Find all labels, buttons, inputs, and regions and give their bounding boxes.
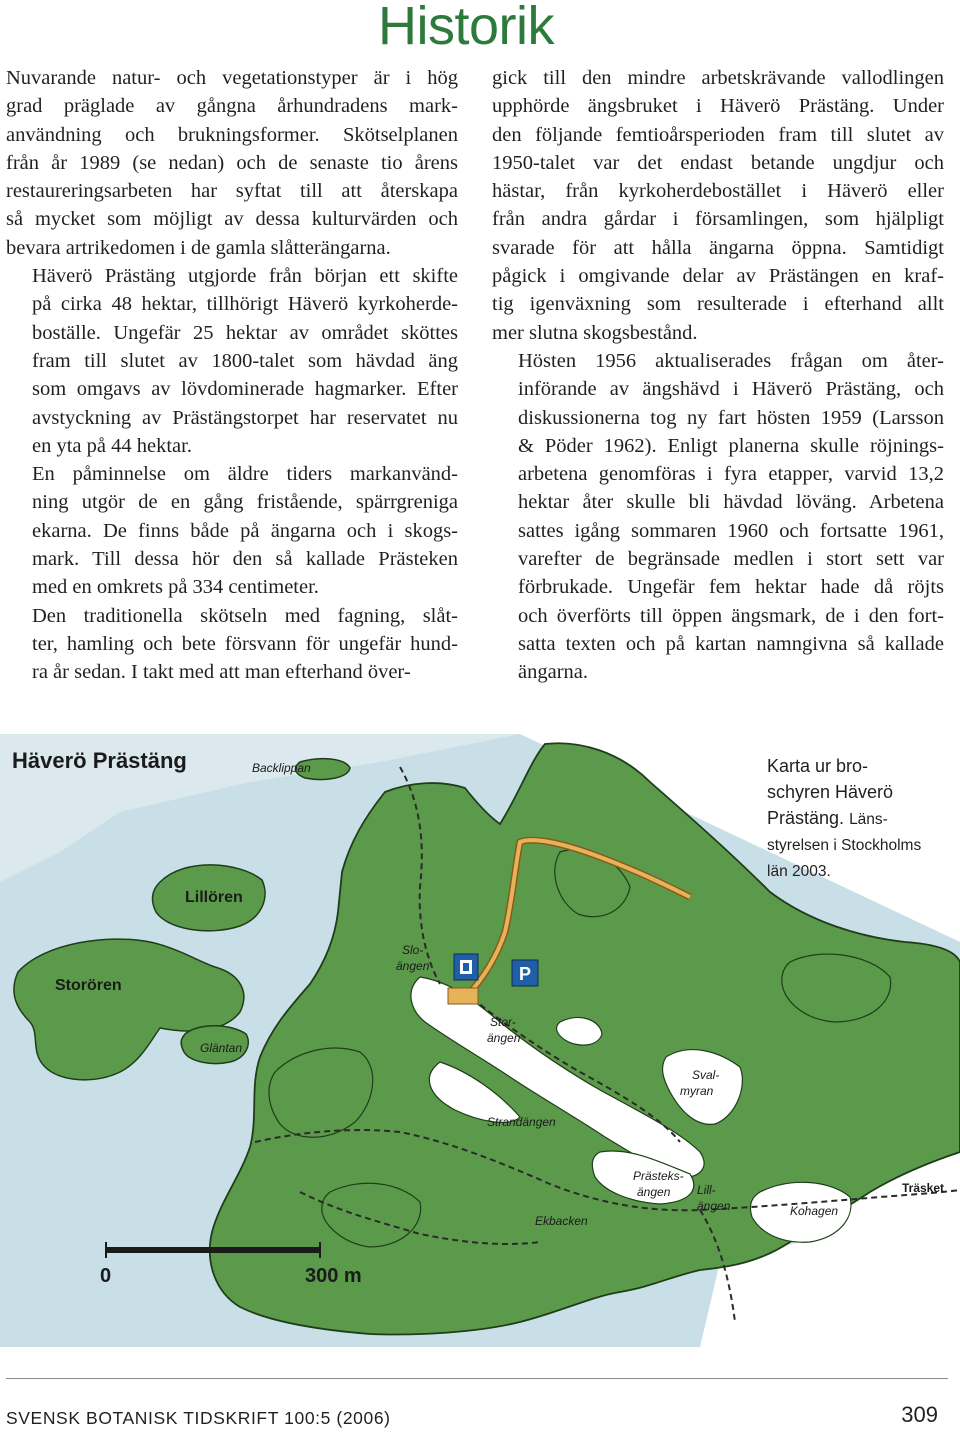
right-text-column: [492, 64, 944, 687]
text-line: arbetena genomföras i fyra etapper, varvid 13,2: [518, 463, 944, 486]
text-line: grad präglade av gångna århundradens mark-: [6, 95, 458, 118]
paragraph: [492, 347, 944, 687]
text-line: svarade för att hålla ängarna öppna. Samtidigt: [492, 236, 944, 259]
parking-sign-label: P: [518, 964, 532, 984]
text-line: varefter de begränsade medlen i stort sett var: [518, 548, 944, 571]
text-line: Nuvarande natur- och vegetationstyper är i hög: [6, 67, 458, 89]
text-line: boställe. Ungefär 25 hektar av området sköttes: [32, 321, 458, 344]
text-line: bevara artrikedomen i de gamla slåtterängarna.: [6, 236, 391, 259]
caption-line-3: Prästäng.: [767, 808, 845, 828]
label-backlippan: Backlippan: [252, 761, 311, 775]
information-sign-icon: [454, 954, 478, 980]
text-line: sattes igång sommaren 1960 och fortsatte 1961,: [518, 519, 944, 542]
caption-line-3-wrap: [767, 805, 952, 833]
scale-start-label: 0: [100, 1265, 112, 1287]
text-line: avstyckning av Prästängstorpet har reservatet nu: [32, 406, 458, 429]
page-number: 309: [901, 1402, 938, 1427]
text-line: den följande femtioårsperioden fram till slutet av: [492, 123, 944, 146]
text-line: diskussionerna tog ny fart hösten 1959 (Larsson: [518, 406, 944, 429]
label-svalmyran-2: myran: [680, 1084, 714, 1098]
text-line: ängarna.: [518, 661, 588, 684]
text-line: ter, hamling och bete försvann för ungefär hund-: [32, 632, 458, 655]
text-line: fram till slutet av 1800-talet som hävdad äng: [32, 349, 458, 372]
text-line: Häverö Prästäng utgjorde från början ett skifte: [32, 265, 458, 288]
text-line: & Pöder 1962). Enligt planerna skulle röjnings-: [518, 434, 944, 457]
text-line: förbrukade. Ungefär fem hektar hade då röjts: [518, 576, 944, 599]
caption-credit-first: Läns-: [849, 811, 888, 828]
page-title: Historik: [378, 0, 555, 56]
journal-name: SVENSK BOTANISK TIDSKRIFT 100:5 (2006): [6, 1408, 391, 1428]
paragraph: [6, 602, 458, 687]
label-lillangen-1: Lill-: [697, 1183, 716, 1197]
parking-sign-icon: [512, 960, 538, 986]
text-line: ra år sedan. I takt med att man efterhand över-: [32, 661, 411, 684]
text-line: hektar åter skulle bli hävdad löväng. Arbetena: [518, 491, 944, 514]
text-line: en yta på 44 hektar.: [32, 434, 192, 457]
label-sloangen-2: ängen: [396, 959, 430, 973]
text-line: från andra gårdar i församlingen, som hjälpligt: [492, 208, 944, 231]
map-caption: [767, 753, 952, 885]
text-line: på cirka 48 hektar, tillhörigt Häverö kyrkoherde-: [32, 293, 458, 316]
text-line: gick till den mindre arbetskrävande vallodlingen: [492, 67, 944, 89]
paragraph: [6, 460, 458, 601]
scale-bar-line: [106, 1247, 320, 1253]
label-prastesangen-1: Prästeks-: [633, 1169, 684, 1183]
label-stororen: Storören: [55, 977, 122, 994]
caption-credit-line-1: styrelsen i Stockholms: [767, 837, 922, 854]
label-lilloren: Lillören: [185, 889, 243, 906]
text-line: och överförts till öppen ängsmark, de i den fort-: [518, 604, 944, 627]
label-ekbacken: Ekbacken: [535, 1214, 588, 1228]
text-line: 1950-talet var det endast betande ungdjur och: [492, 151, 944, 174]
paragraph: [6, 64, 458, 262]
text-line: så mycket som möjligt av dessa kulturvärden och: [6, 208, 458, 231]
text-line: som omgavs av lövdominerade hagmarker. Efter: [32, 378, 458, 401]
footer-rule: [6, 1378, 948, 1379]
text-line: mark. Till dessa hör den så kallade Prästeken: [32, 548, 458, 571]
paragraph: [492, 64, 944, 347]
paragraph: [6, 262, 458, 460]
text-line: hästar, från kyrkoherdebostället i Häverö eller: [492, 180, 944, 203]
label-trasket: Träsket: [902, 1181, 945, 1195]
label-glantan: Gläntan: [200, 1041, 243, 1055]
label-prastesangen-2: ängen: [637, 1185, 671, 1199]
text-line: mer slutna skogsbestånd.: [492, 321, 698, 344]
text-line: införande av ängshävd i Häverö Prästäng, och: [518, 378, 944, 401]
text-line: med en omkrets på 334 centimeter.: [32, 576, 319, 599]
label-svalmyran-1: Sval-: [692, 1068, 720, 1082]
text-line: tig igenväxning som resulterade i efterhand allt: [492, 293, 944, 316]
map-title: Häverö Prästäng: [12, 748, 187, 773]
text-line: En påminnelse om äldre tiders markanvänd-: [32, 463, 458, 486]
text-line: pågick i omgivande delar av Prästängen en kraf-: [492, 265, 944, 288]
text-line: upphörde ängsbruket i Häverö Prästäng. Under: [492, 95, 944, 118]
left-text-column: [6, 64, 458, 687]
label-kohagen: Kohagen: [790, 1204, 839, 1218]
label-lillangen-2: ängen: [697, 1199, 731, 1213]
text-line: ning utgör de en gång fristående, spärrgreniga: [32, 491, 458, 514]
text-line: Hösten 1956 aktualiserades frågan om åter-: [518, 349, 944, 372]
scale-end-label: 300 m: [305, 1265, 362, 1287]
map-parking-area: [448, 988, 478, 1004]
text-line: från år 1989 (se nedan) och de senaste tio årens: [6, 151, 458, 174]
caption-line-2: schyren Häverö: [767, 782, 894, 802]
text-line: Den traditionella skötseln med fagning, slåt-: [32, 604, 458, 627]
text-line: användning och brukningsformer. Skötselplanen: [6, 123, 458, 146]
label-storangen-2: ängen: [487, 1031, 521, 1045]
text-line: restaureringsarbeten har syftat till att återskapa: [6, 180, 458, 203]
caption-credit-line-2: län 2003.: [767, 863, 831, 880]
label-strandangen: Strandängen: [487, 1115, 556, 1129]
label-sloangen-1: Slo-: [402, 943, 424, 957]
text-line: ekarna. De finns både på ängarna och i skogs-: [32, 519, 458, 542]
text-line: satta texten och på kartan namngivna så kallade: [518, 632, 944, 655]
label-storangen-1: Stor-: [490, 1015, 516, 1029]
caption-line-1: Karta ur bro-: [767, 756, 869, 776]
